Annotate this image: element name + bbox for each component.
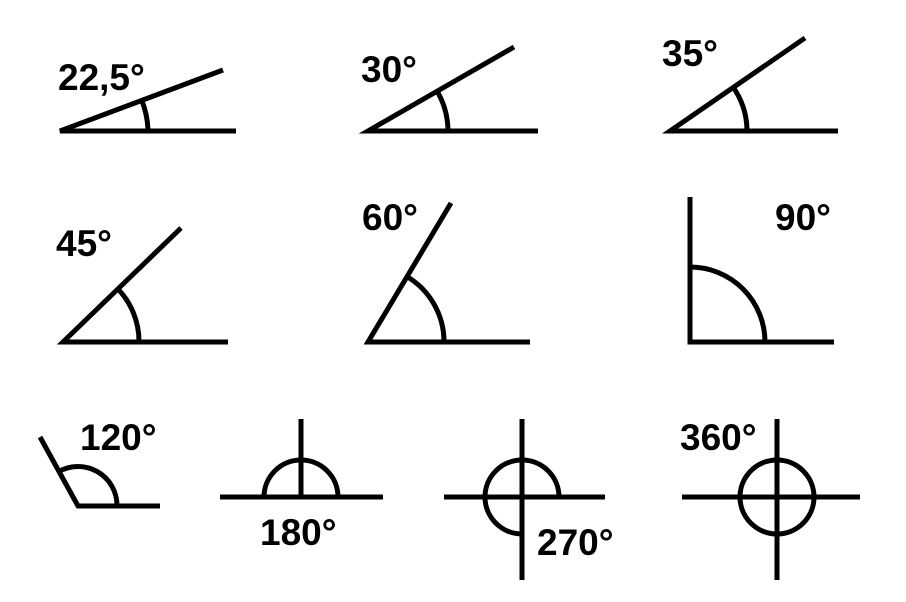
angle-180 <box>220 419 383 553</box>
angle-22-5 <box>58 57 236 131</box>
angle-180-label: 180° <box>260 512 337 553</box>
angle-45 <box>56 223 228 342</box>
angle-360 <box>680 417 860 580</box>
angle-60-arc <box>406 276 444 342</box>
angle-35-arc <box>733 87 747 131</box>
angle-90-label: 90° <box>775 197 831 238</box>
angle-60-label: 60° <box>362 197 418 238</box>
angle-30-arc <box>437 91 448 131</box>
angle-30 <box>361 47 538 131</box>
angle-270-label: 270° <box>537 522 614 563</box>
angle-120 <box>40 417 160 506</box>
angle-120-label: 120° <box>80 417 157 458</box>
angle-90-arc <box>690 267 765 342</box>
angle-90 <box>690 197 834 342</box>
angle-22-5-arc <box>142 101 148 131</box>
angle-270 <box>444 419 614 580</box>
angle-60 <box>362 197 530 342</box>
angle-35 <box>662 33 838 131</box>
angle-30-label: 30° <box>361 49 417 90</box>
angle-35-label: 35° <box>662 33 718 74</box>
angle-22-5-label: 22,5° <box>58 57 145 98</box>
angle-45-arc <box>117 288 139 342</box>
angle-45-label: 45° <box>56 223 112 264</box>
angle-360-label: 360° <box>680 417 757 458</box>
